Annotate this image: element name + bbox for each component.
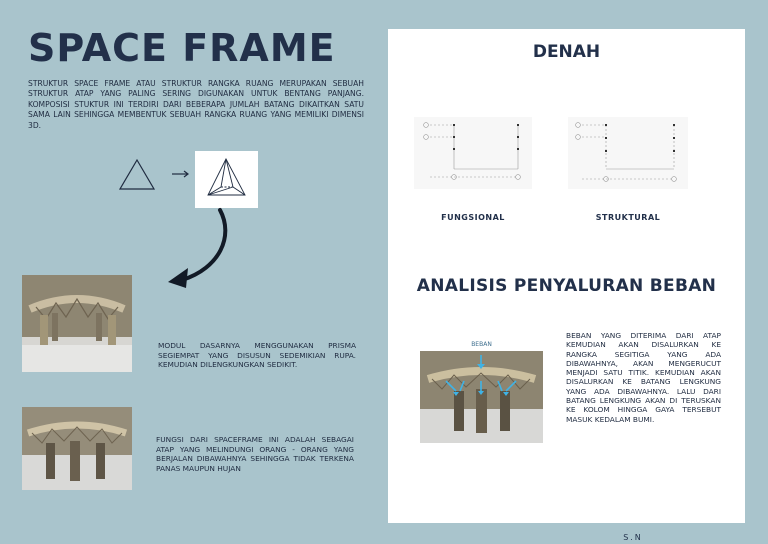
analysis-title: ANALISIS PENYALURAN BEBAN bbox=[416, 276, 717, 296]
plan-functional bbox=[414, 117, 532, 189]
function-description: FUNGSI DARI SPACEFRAME INI ADALAH SEBAGAI ATAP YANG MELINDUNGI ORANG - ORANG YANG BERJALAN DIBAWAHNYA SEHINGGA TIDAK TERKENA PANAS MAUPUN HUJAN bbox=[156, 435, 354, 473]
load-photo bbox=[420, 341, 543, 443]
plan-functional-caption: FUNGSIONAL bbox=[441, 213, 505, 222]
denah-title: DENAH bbox=[532, 42, 601, 62]
analysis-panel bbox=[388, 29, 745, 523]
module-description: MODUL DASARNYA MENGGUNAKAN PRISMA SEGIEMPAT YANG DISUSUN SEDEMIKIAN RUPA. KEMUDIAN DILENGKUNGKAN SEDIKIT. bbox=[158, 341, 356, 370]
load-label: BEBAN bbox=[471, 341, 492, 348]
pyramid-card bbox=[195, 151, 258, 208]
plan-structural bbox=[568, 117, 688, 189]
curved-arrow-icon bbox=[160, 206, 232, 290]
plan-structural-caption: STRUKTURAL bbox=[595, 213, 661, 222]
analysis-description: BEBAN YANG DITERIMA DARI ATAP KEMUDIAN AKAN DISALURKAN KE RANGKA SEGITIGA YANG ADA DIBAWAHNYA, AKAN MENGERUCUT MENJADI SATU TITIK. KEMUDIAN AKAN DISALURKAN KE BATANG LENGKUNG YANG ADA DIBAWAHNYA. LALU DARI BATANG LENGKUNG AKAN DI TERUSKAN KE KOLOM HINGGA GAYA TERSEBUT MASUK KEDALAM BUMI. bbox=[566, 331, 721, 424]
pyramid-icon bbox=[195, 151, 258, 208]
function-photo bbox=[22, 407, 132, 490]
poster-title: SPACE FRAME bbox=[28, 26, 336, 70]
module-photo bbox=[22, 275, 132, 372]
right-arrow-icon bbox=[171, 169, 191, 179]
triangle-icon bbox=[118, 158, 156, 191]
intro-paragraph: STRUKTUR SPACE FRAME ATAU STRUKTUR RANGKA RUANG MERUPAKAN SEBUAH STRUKTUR ATAP YANG PALING SERING DIGUNAKAN UNTUK BENTANG PANJANG. KOMPOSISI STUKTUR INI TERDIRI DARI BEBERAPA JUMLAH BATANG DIKAITKAN SATU SAMA LAIN SEHINGGA MEMBENTUK SEBUAH RANGKA RUANG YANG MEMILIKI DIMENSI 3D. bbox=[28, 79, 364, 130]
author-initials: S.N bbox=[623, 533, 643, 542]
